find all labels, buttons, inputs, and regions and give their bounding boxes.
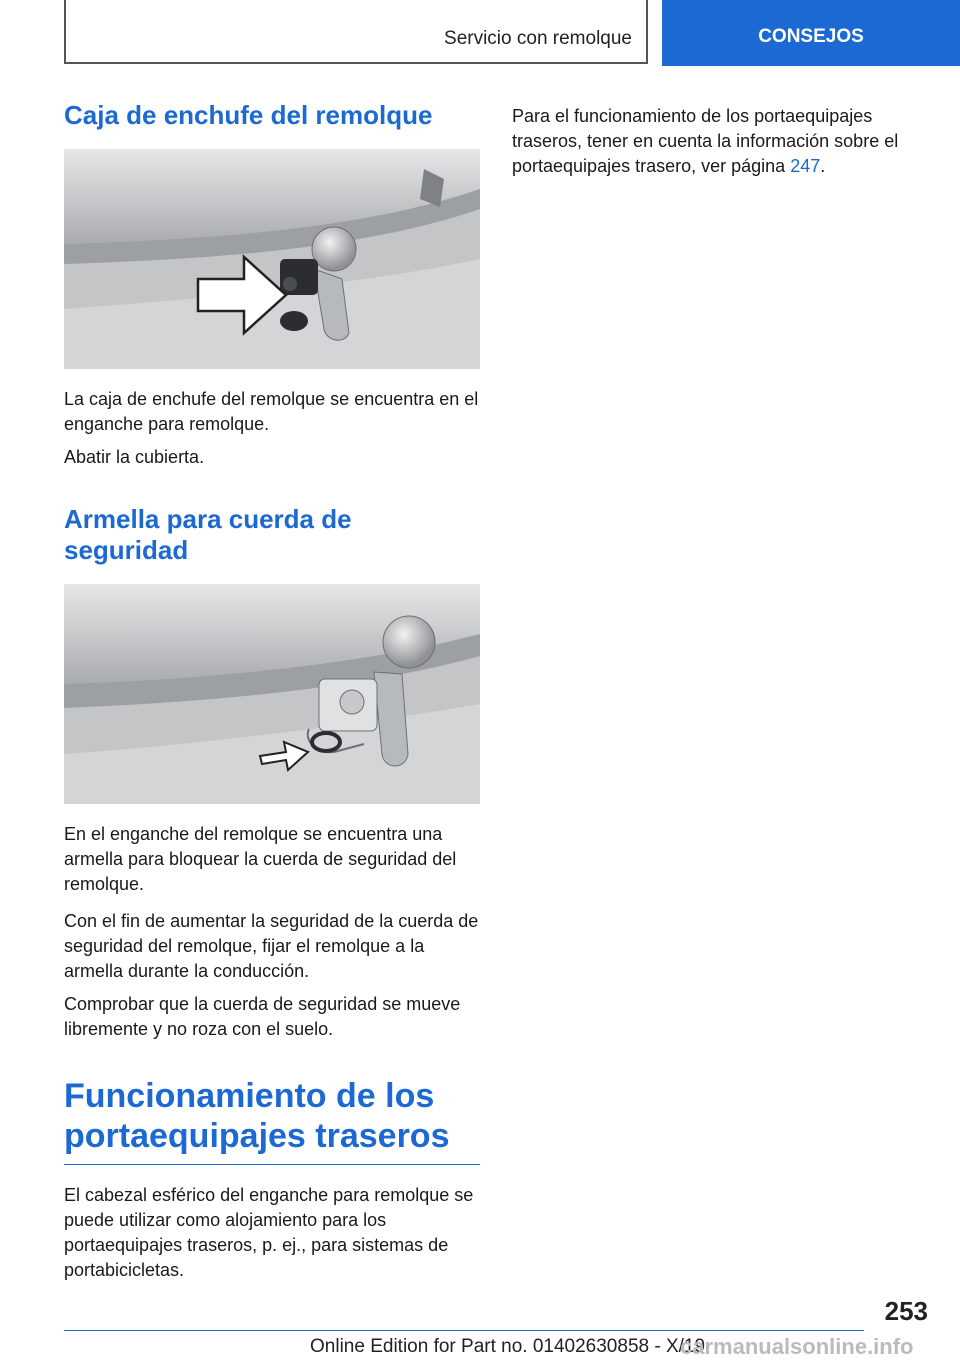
trailer-socket-illustration: [64, 149, 480, 369]
page-number: 253: [884, 1296, 928, 1326]
paragraph-carrier-info: [512, 104, 928, 179]
footer-watermark: carmanualsonline.info: [680, 1334, 914, 1359]
footer-edition: Online Edition for Part no. 01402630858 - X/19: [310, 1336, 706, 1357]
heading-rear-carrier: Funcionamiento de los portaequipajes traseros: [64, 1077, 450, 1155]
paragraph-eyelet-location: En el enganche del remolque se encuentra una armella para bloquear la cuerda de seguridad del remolque.: [64, 824, 457, 894]
paragraph-eyelet-fasten: Con el fin de aumentar la seguridad de la cuerda de seguridad del remolque, fijar el remolque a la armella durante la conducción.: [64, 911, 479, 981]
header-frame: [64, 0, 648, 64]
page-link-247[interactable]: 247: [790, 156, 821, 176]
paragraph-socket-location: La caja de enchufe del remolque se encuentra en el enganche para remolque.: [64, 389, 479, 434]
figure-trailer-socket: [64, 149, 480, 369]
heading-safety-eyelet: Armella para cuerda de seguridad: [64, 504, 352, 565]
left-column: [64, 100, 480, 1283]
header-section-title: Servicio con remolque: [444, 28, 632, 49]
header-tab-label: CONSEJOS: [758, 26, 864, 47]
footer-divider: [64, 1330, 864, 1331]
safety-eyelet-illustration: [64, 584, 480, 804]
heading-rear-carrier-block: [64, 1076, 480, 1165]
heading-trailer-socket: Caja de enchufe del remolque: [64, 100, 433, 130]
paragraph-rear-carrier: El cabezal esférico del enganche para remolque se puede utilizar como alojamiento para los portaequipajes traseros, p. ej., para sistemas de portabicicletas.: [64, 1185, 474, 1280]
header-chapter-tab[interactable]: [662, 0, 960, 66]
right-column: [512, 100, 928, 179]
paragraph-eyelet-check: Comprobar que la cuerda de seguridad se mueve libremente y no roza con el suelo.: [64, 994, 461, 1039]
figure-safety-eyelet: [64, 584, 480, 804]
carrier-info-end: .: [820, 156, 826, 176]
paragraph-fold-cover: Abatir la cubierta.: [64, 447, 205, 467]
carrier-info-text: Para el funcionamiento de los portaequipajes traseros, tener en cuenta la información sobre el portaequipajes trasero, ver página: [512, 106, 899, 176]
